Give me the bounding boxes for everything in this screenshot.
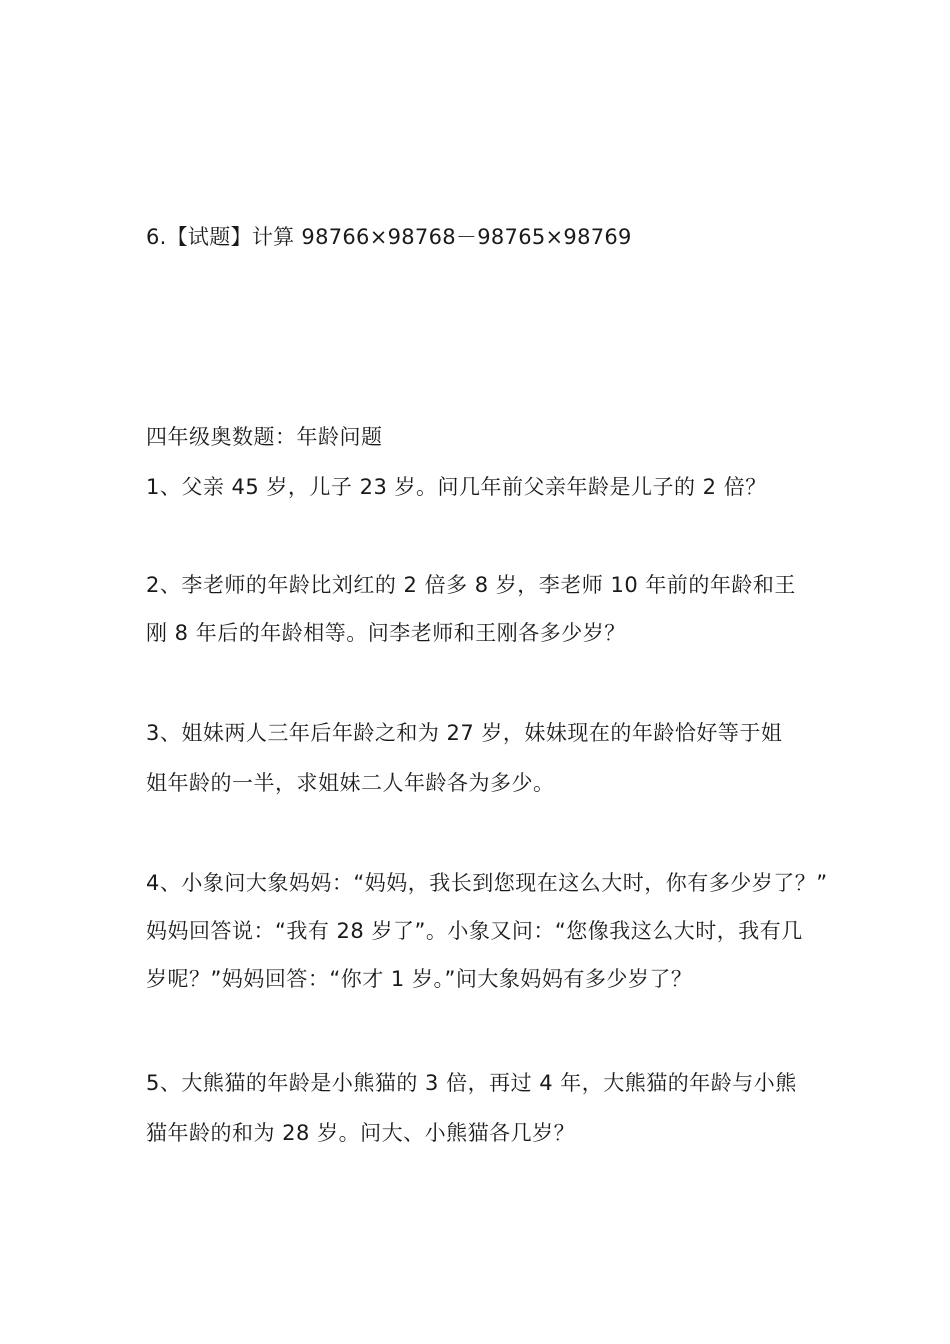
- problem-2-line-1: 2、李老师的年龄比刘红的 2 倍多 8 岁，李老师 10 年前的年龄和王: [146, 573, 796, 597]
- problem-4-line-3: 岁呢？”妈妈回答：“你才 1 岁。”问大象妈妈有多少岁了？: [146, 967, 693, 991]
- problem-5-line-2: 猫年龄的和为 28 岁。问大、小熊猫各几岁？: [146, 1121, 576, 1145]
- problem-3-line-2: 姐年龄的一半，求姐妹二人年龄各为多少。: [146, 771, 555, 795]
- problem-3-line-1: 3、姐妹两人三年后年龄之和为 27 岁，妹妹现在的年龄恰好等于姐: [146, 721, 783, 745]
- problem-5-line-1: 5、大熊猫的年龄是小熊猫的 3 倍，再过 4 年，大熊猫的年龄与小熊: [146, 1071, 797, 1095]
- problem-2-line-2: 刚 8 年后的年龄相等。问李老师和王刚各多少岁？: [146, 621, 626, 645]
- section-title: 四年级奥数题：年龄问题: [146, 425, 383, 449]
- question-6: 6.【试题】计算 98766×98768－98765×98769: [146, 225, 632, 249]
- problem-4-line-2: 妈妈回答说：“我有 28 岁了”。小象又问：“您像我这么大时，我有几: [146, 919, 803, 943]
- problem-4-line-1: 4、小象问大象妈妈：“妈妈，我长到您现在这么大时，你有多少岁了？”: [146, 871, 828, 895]
- problem-1-line-1: 1、父亲 45 岁，儿子 23 岁。问几年前父亲年龄是儿子的 2 倍？: [146, 475, 767, 499]
